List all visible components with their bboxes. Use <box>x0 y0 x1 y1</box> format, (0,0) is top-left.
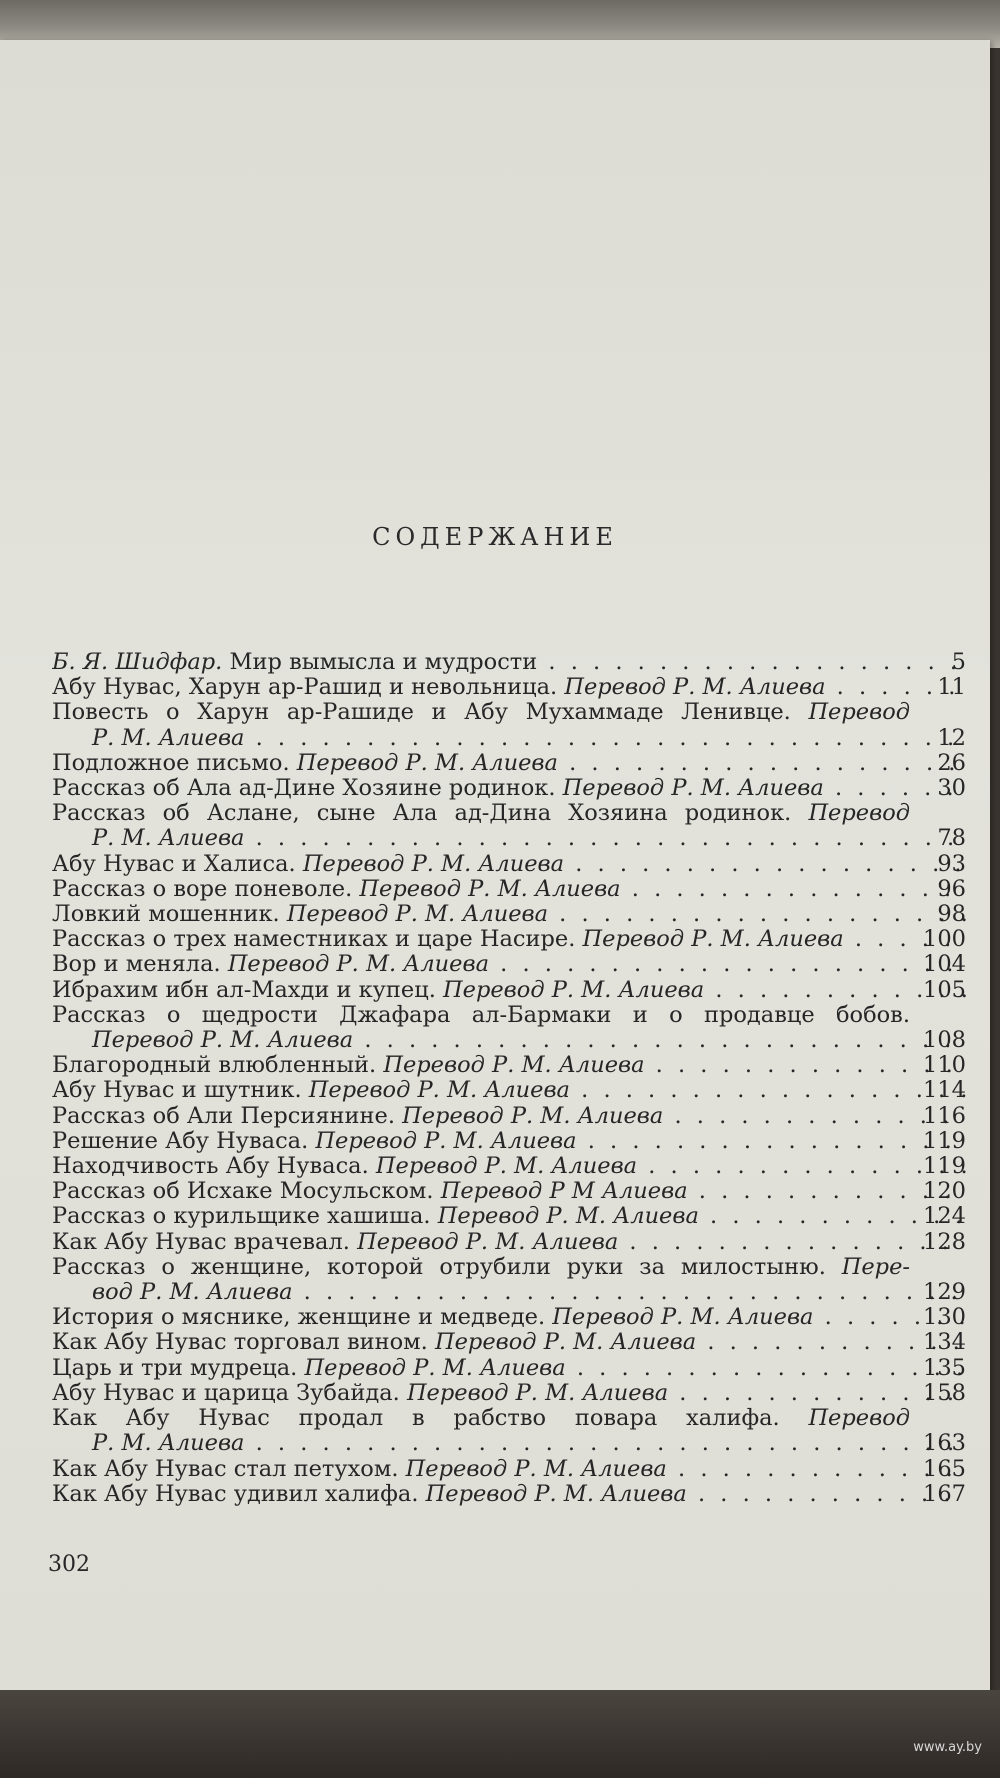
entry-title: Рассказ об Исхаке Мосульском. <box>52 1179 441 1205</box>
entry-page-number: 167 <box>923 1480 966 1507</box>
translator-credit: Перевод Р. М. Алиева <box>406 1380 669 1406</box>
toc-entry-line <box>52 1230 966 1255</box>
entry-title: Рассказ об Ала ад-Дине Хозяине родинок. <box>52 776 563 802</box>
entry-page-number: 119 <box>923 1127 966 1154</box>
entry-title: Рассказ о трех наместниках и царе Насире. <box>52 927 583 953</box>
entry-title: Повесть о Харун ар-Рашиде и Абу Мухаммаде Ленивце. <box>52 700 809 726</box>
entry-title: Ловкий мошенник. <box>52 902 287 928</box>
toc-entry <box>52 751 966 776</box>
toc-entry-line <box>52 1129 966 1154</box>
toc-entry <box>52 1053 966 1078</box>
entry-title: Как Абу Нувас стал петухом. <box>52 1456 406 1482</box>
toc-entry <box>52 700 966 750</box>
translator-credit: Перевод Р. М. Алиева <box>402 1103 664 1129</box>
entry-page-number: 11 <box>937 674 966 701</box>
entry-page-number: 120 <box>923 1178 966 1205</box>
entry-title: Подложное письмо. <box>52 750 297 776</box>
toc-entry <box>52 978 966 1003</box>
entry-page-number: 93 <box>937 850 966 877</box>
entry-page-number: 128 <box>923 1228 966 1255</box>
toc-entry-line <box>52 1053 966 1078</box>
watermark: www.ay.by <box>913 1740 982 1755</box>
page-number: 302 <box>48 1552 90 1577</box>
entry-page-number: 129 <box>923 1279 966 1306</box>
translator-credit: Пере- <box>841 1254 910 1280</box>
translator-credit: Б. Я. Шидфар. <box>52 650 223 675</box>
toc-entry-line <box>52 1482 966 1507</box>
toc-entry-line <box>52 927 966 952</box>
toc-entry-line <box>52 650 966 675</box>
translator-credit: Р. М. Алиева <box>92 826 245 852</box>
toc-entry <box>52 1305 966 1330</box>
entry-title: Благородный влюбленный. <box>52 1053 384 1079</box>
translator-credit: Перевод Р. М. Алиева <box>227 952 489 978</box>
toc-entry <box>52 1129 966 1154</box>
translator-credit: Перевод Р. М. Алиева <box>359 876 621 902</box>
toc-entry-line <box>52 1078 966 1103</box>
entry-title: Как Абу Нувас врачевал. <box>52 1229 358 1255</box>
translator-credit: Перевод Р. М. Алиева <box>564 675 826 701</box>
toc-entry-line <box>52 751 966 776</box>
translator-credit: Перевод Р. М. Алиева <box>375 1154 638 1180</box>
toc-entry-line <box>52 1280 966 1305</box>
translator-credit: Перевод Р. М. Алиева <box>434 1330 697 1356</box>
entry-page-number: 96 <box>937 875 966 902</box>
toc-entry-line <box>52 1028 966 1053</box>
toc-entry-line <box>52 1305 966 1330</box>
entry-title: Как Абу Нувас торговал вином. <box>52 1330 435 1356</box>
table-of-contents <box>52 650 966 1507</box>
translator-credit: Р. М. Алиева <box>92 725 245 751</box>
entry-page-number: 163 <box>923 1430 966 1457</box>
translator-credit: Перевод Р. М. Алиева <box>383 1053 645 1079</box>
toc-entry <box>52 1356 966 1381</box>
translator-credit: Перевод Р. М. Алиева <box>443 977 705 1003</box>
entry-title: Как Абу Нувас продал в рабство повара халифа. <box>52 1406 809 1432</box>
toc-entry <box>52 927 966 952</box>
entry-page-number: 78 <box>937 825 966 852</box>
entry-page-number: 134 <box>923 1329 966 1356</box>
toc-entry-line <box>52 952 966 977</box>
toc-entry-line <box>52 1457 966 1482</box>
entry-page-number: 12 <box>937 724 966 751</box>
entry-title: Абу Нувас и Халиса. <box>52 851 303 877</box>
toc-entry <box>52 1204 966 1229</box>
translator-credit: Перевод Р. М. Алиева <box>286 902 549 928</box>
entry-title: Абу Нувас и шутник. <box>52 1078 309 1104</box>
entry-title: Абу Нувас и царица Зубайда. <box>52 1380 407 1406</box>
book-page <box>0 40 990 1705</box>
entry-title: Решение Абу Нуваса. <box>52 1128 316 1154</box>
toc-entry <box>52 1154 966 1179</box>
toc-entry-line <box>52 1406 966 1431</box>
entry-title: Рассказ о женщине, которой отрубили руки за милостыню. <box>52 1254 842 1280</box>
entry-title: История о мяснике, женщине и медведе. <box>52 1305 553 1331</box>
toc-entry <box>52 776 966 801</box>
entry-page-number: 100 <box>923 926 966 953</box>
entry-page-number: 158 <box>923 1379 966 1406</box>
toc-entry-line <box>52 978 966 1003</box>
translator-credit: Перевод Р. М. Алиева <box>425 1481 687 1507</box>
toc-entry-line <box>52 1104 966 1129</box>
toc-entry-line <box>52 1381 966 1406</box>
table-surface <box>0 1690 1000 1778</box>
translator-credit: Перевод Р. М. Алиева <box>562 776 824 802</box>
entry-page-number: 30 <box>937 775 966 802</box>
entry-title: Вор и меняла. <box>52 952 228 978</box>
entry-title: Находчивость Абу Нуваса. <box>52 1154 376 1180</box>
toc-entry-line <box>52 726 966 751</box>
toc-entry <box>52 1003 966 1053</box>
translator-credit: Перевод Р. М. Алиева <box>308 1078 570 1104</box>
toc-entry-line <box>52 1431 966 1456</box>
toc-entry-line <box>52 1330 966 1355</box>
translator-credit: Перевод <box>808 700 910 726</box>
translator-credit: Перевод Р. М. Алиева <box>405 1456 667 1482</box>
translator-credit: Перевод Р. М. Алиева <box>582 927 844 953</box>
entry-title: Рассказ о курильщике хашиша. <box>52 1204 438 1230</box>
translator-credit: вод Р. М. Алиева <box>92 1280 293 1306</box>
toc-entry <box>52 1255 966 1305</box>
toc-entry <box>52 877 966 902</box>
toc-entry <box>52 650 966 675</box>
toc-entry <box>52 1230 966 1255</box>
translator-credit: Перевод <box>808 1406 910 1432</box>
toc-entry-line <box>52 700 966 725</box>
entry-title: Рассказ об Аслане, сыне Ала ад-Дина Хозяина родинок. <box>52 801 809 827</box>
translator-credit: Перевод Р. М. Алиева <box>315 1128 577 1154</box>
toc-entry-line <box>52 877 966 902</box>
toc-entry <box>52 902 966 927</box>
entry-page-number: 124 <box>923 1203 966 1230</box>
toc-entry <box>52 1104 966 1129</box>
entry-title: Абу Нувас, Харун ар-Рашид и невольница. <box>52 675 565 701</box>
toc-entry <box>52 801 966 851</box>
toc-entry <box>52 1381 966 1406</box>
translator-credit: Перевод <box>808 801 910 827</box>
translator-credit: Перевод Р. М. Алиева <box>304 1355 566 1381</box>
toc-entry-line <box>52 675 966 700</box>
toc-entry <box>52 1457 966 1482</box>
toc-entry-line <box>52 902 966 927</box>
entry-page-number: 135 <box>923 1354 966 1381</box>
toc-entry-line <box>52 1255 966 1280</box>
entry-title: Царь и три мудреца. <box>52 1355 305 1381</box>
translator-credit: Перевод Р. М. Алиева <box>357 1229 619 1255</box>
toc-entry-line <box>52 1003 966 1028</box>
page-title: СОДЕРЖАНИЕ <box>372 523 618 551</box>
entry-page-number: 114 <box>923 1077 966 1104</box>
translator-credit: Перевод Р М Алиева <box>440 1179 688 1205</box>
toc-entry-line <box>52 776 966 801</box>
entry-page-number: 98 <box>937 901 966 928</box>
entry-page-number: 165 <box>923 1455 966 1482</box>
translator-credit: Перевод Р. М. Алиева <box>437 1204 699 1230</box>
entry-page-number: 119 <box>923 1153 966 1180</box>
translator-credit: Перевод Р. М. Алиева <box>296 750 558 776</box>
entry-title: Рассказ о воре поневоле. <box>52 876 360 902</box>
toc-entry <box>52 1179 966 1204</box>
entry-page-number: 5 <box>951 649 966 675</box>
entry-page-number: 105 <box>923 976 966 1003</box>
toc-entry-line <box>52 801 966 826</box>
toc-entry <box>52 852 966 877</box>
toc-entry-line <box>52 1204 966 1229</box>
toc-entry <box>52 1078 966 1103</box>
toc-entry <box>52 1482 966 1507</box>
toc-entry <box>52 1406 966 1456</box>
toc-entry-line <box>52 1154 966 1179</box>
translator-credit: Перевод Р. М. Алиева <box>552 1305 814 1331</box>
entry-title: Рассказ о щедрости Джафара ал-Бармаки и о продавце бобов. <box>52 1002 910 1028</box>
entry-title: Мир вымысла и мудрости <box>222 650 538 675</box>
entry-page-number: 108 <box>923 1027 966 1054</box>
entry-page-number: 116 <box>923 1102 966 1129</box>
toc-entry <box>52 952 966 977</box>
toc-entry-line <box>52 852 966 877</box>
translator-credit: Перевод Р. М. Алиева <box>302 851 565 877</box>
toc-entry-line <box>52 1179 966 1204</box>
toc-entry <box>52 1330 966 1355</box>
entry-page-number: 110 <box>923 1052 966 1079</box>
toc-entry-line <box>52 1356 966 1381</box>
entry-title: Рассказ об Али Персиянине. <box>52 1103 403 1129</box>
entry-page-number: 104 <box>923 951 966 978</box>
translator-credit: Р. М. Алиева <box>92 1431 245 1457</box>
toc-entry-line <box>52 826 966 851</box>
toc-entry <box>52 675 966 700</box>
entry-title: Ибрахим ибн ал-Махди и купец. <box>52 977 444 1003</box>
translator-credit: Перевод Р. М. Алиева <box>92 1028 354 1054</box>
entry-page-number: 130 <box>923 1304 966 1331</box>
entry-page-number: 26 <box>937 749 966 776</box>
entry-title: Как Абу Нувас удивил халифа. <box>52 1481 426 1507</box>
